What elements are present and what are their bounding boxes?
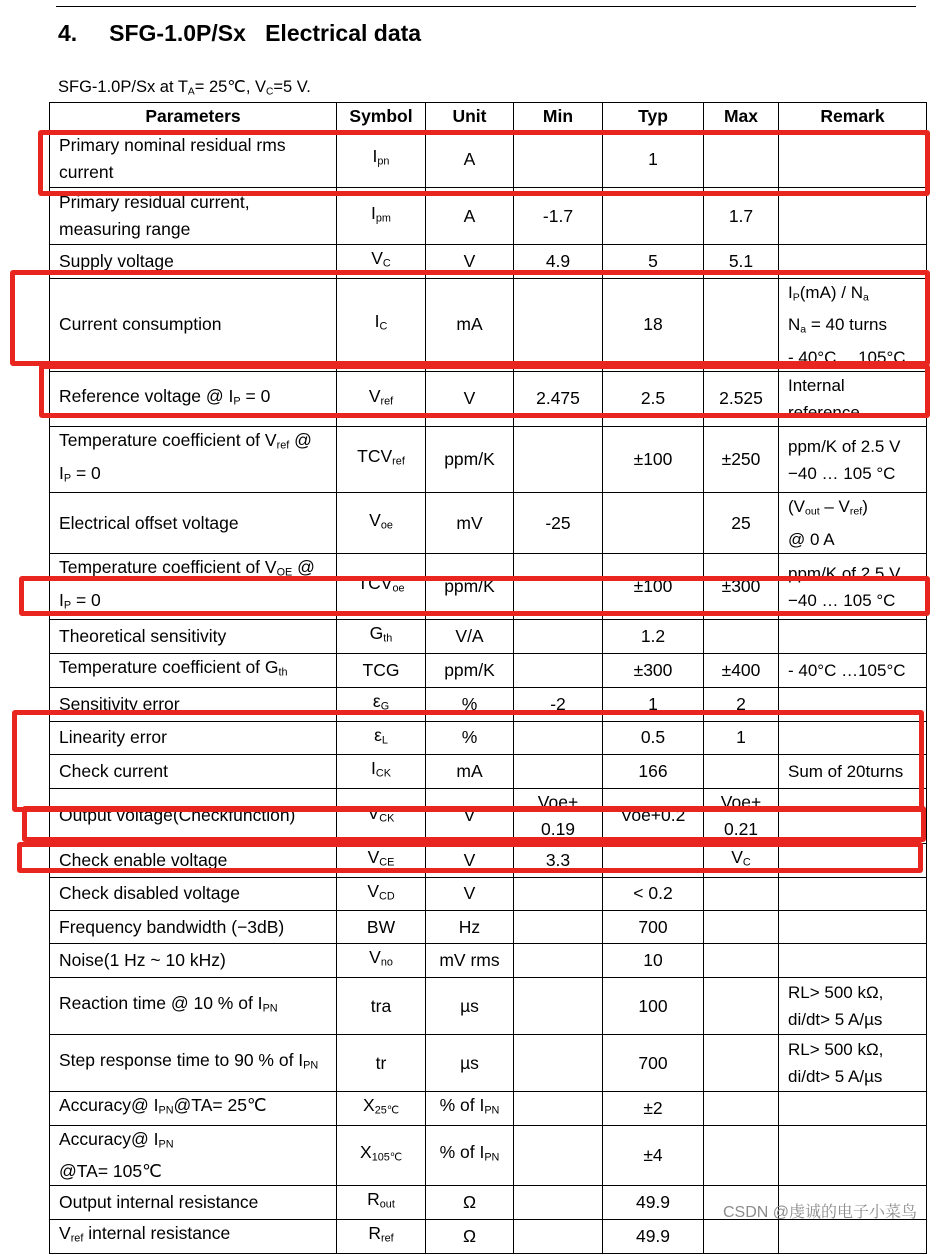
param-cell: $V_{ref}$ internal resistance xyxy=(50,1220,337,1254)
unit-cell: mA xyxy=(426,278,514,371)
column-header: Remark xyxy=(779,103,927,131)
symbol-cell: tr xyxy=(337,1035,426,1092)
max-cell xyxy=(704,1035,779,1092)
max-cell: 1 xyxy=(704,721,779,755)
min-cell xyxy=(514,1220,603,1254)
table-row xyxy=(50,1125,927,1186)
min-cell xyxy=(514,426,603,492)
symbol-cell: $V_{no}$ xyxy=(337,944,426,978)
conditions-mid: = 25℃, V xyxy=(194,78,267,96)
typ-cell: ±100 xyxy=(603,426,704,492)
max-cell xyxy=(704,978,779,1035)
symbol-cell: $TCV_{ref}$ xyxy=(337,426,426,492)
symbol-cell: $V_{CD}$ xyxy=(337,877,426,911)
highlight-box xyxy=(39,364,930,418)
remark-cell xyxy=(779,1220,927,1254)
column-header: Min xyxy=(514,103,603,131)
highlight-box xyxy=(38,130,930,196)
unit-cell: ppm/K xyxy=(426,426,514,492)
typ-cell: ±300 xyxy=(603,654,704,688)
conditions-suffix: =5 V. xyxy=(273,78,311,96)
min-cell: -25 xyxy=(514,493,603,554)
table-row xyxy=(50,944,927,978)
table-row xyxy=(50,493,927,554)
symbol-cell: TCG xyxy=(337,654,426,688)
conditions-vc-sub: C xyxy=(266,86,274,98)
typ-cell xyxy=(603,493,704,554)
unit-cell: % xyxy=(426,721,514,755)
unit-cell: A xyxy=(426,188,514,245)
param-cell: Linearity error xyxy=(50,721,337,755)
typ-cell: 18 xyxy=(603,278,704,371)
max-cell xyxy=(704,620,779,654)
param-cell: Temperature coefficient of $V_{ref}$ @ $I_P = 0$ xyxy=(50,426,337,492)
symbol-cell: $V_{oe}$ xyxy=(337,493,426,554)
unit-cell: Ω xyxy=(426,1186,514,1220)
remark-cell xyxy=(779,188,927,245)
param-cell: Output voltage(Checkfunction) xyxy=(50,788,337,843)
param-cell: Output internal resistance xyxy=(50,1186,337,1220)
remark-cell: RL> 500 kΩ, di/dt> 5 A/µs xyxy=(779,1035,927,1092)
unit-cell: V xyxy=(426,371,514,426)
symbol-cell: $X_{105℃}$ xyxy=(337,1125,426,1186)
remark-cell xyxy=(779,1125,927,1186)
param-cell: Primary residual current, measuring range xyxy=(50,188,337,245)
typ-cell: ±4 xyxy=(603,1125,704,1186)
symbol-cell: $I_C$ xyxy=(337,278,426,371)
unit-cell: ppm/K xyxy=(426,654,514,688)
highlight-box xyxy=(17,842,923,873)
unit-cell: V xyxy=(426,245,514,279)
max-cell: $V_C$ xyxy=(704,843,779,877)
unit-cell: Ω xyxy=(426,1220,514,1254)
table-header-row xyxy=(50,103,927,131)
unit-cell: V/A xyxy=(426,620,514,654)
typ-cell: 166 xyxy=(603,755,704,789)
unit-cell: % xyxy=(426,687,514,721)
remark-cell: Internal reference xyxy=(779,371,927,426)
watermark: CSDN @虔诚的电子小菜鸟 xyxy=(722,1204,917,1221)
symbol-cell: $V_C$ xyxy=(337,245,426,279)
table-row xyxy=(50,620,927,654)
unit-cell: ppm/K xyxy=(426,553,514,619)
typ-cell: 100 xyxy=(603,978,704,1035)
column-header: Unit xyxy=(426,103,514,131)
min-cell xyxy=(514,654,603,688)
typ-cell: 0.5 xyxy=(603,721,704,755)
max-cell: 2.525 xyxy=(704,371,779,426)
typ-cell: 2.5 xyxy=(603,371,704,426)
symbol-cell: $R_{ref}$ xyxy=(337,1220,426,1254)
max-cell xyxy=(704,877,779,911)
symbol-cell: $\varepsilon_L$ xyxy=(337,721,426,755)
param-cell: Sensitivity error xyxy=(50,687,337,721)
max-cell xyxy=(704,1092,779,1126)
param-cell: Theoretical sensitivity xyxy=(50,620,337,654)
typ-cell: 700 xyxy=(603,911,704,944)
symbol-cell: $I_{pn}$ xyxy=(337,131,426,188)
max-cell xyxy=(704,911,779,944)
param-cell: Check current xyxy=(50,755,337,789)
min-cell: 2.475 xyxy=(514,371,603,426)
unit-cell: % of $I_{PN}$ xyxy=(426,1092,514,1126)
min-cell xyxy=(514,911,603,944)
unit-cell: µs xyxy=(426,1035,514,1092)
symbol-cell: $V_{ref}$ xyxy=(337,371,426,426)
typ-cell: 5 xyxy=(603,245,704,279)
column-header: Typ xyxy=(603,103,704,131)
param-cell: Temperature coefficient of $V_{OE}$ @ $I_P = 0$ xyxy=(50,553,337,619)
min-cell: 4.9 xyxy=(514,245,603,279)
min-cell xyxy=(514,944,603,978)
remark-cell xyxy=(779,944,927,978)
section-heading xyxy=(58,20,421,47)
section-title: SFG-1.0P/Sx Electrical data xyxy=(109,20,422,46)
unit-cell: Hz xyxy=(426,911,514,944)
param-cell: Noise(1 Hz ~ 10 kHz) xyxy=(50,944,337,978)
min-cell: 3.3 xyxy=(514,843,603,877)
column-header: Max xyxy=(704,103,779,131)
symbol-cell: $TCV_{oe}$ xyxy=(337,553,426,619)
typ-cell: < 0.2 xyxy=(603,877,704,911)
remark-cell: $(V_{out} - V_{ref})$ @ 0 A xyxy=(779,493,927,554)
max-cell xyxy=(704,944,779,978)
symbol-cell: $\varepsilon_G$ xyxy=(337,687,426,721)
min-cell xyxy=(514,1186,603,1220)
remark-cell: ppm/K of 2.5 V −40 … 105 °C xyxy=(779,426,927,492)
max-cell: ±400 xyxy=(704,654,779,688)
unit-cell: mV rms xyxy=(426,944,514,978)
symbol-cell: $I_{CK}$ xyxy=(337,755,426,789)
unit-cell: V xyxy=(426,843,514,877)
table-row xyxy=(50,188,927,245)
min-cell: -1.7 xyxy=(514,188,603,245)
param-cell: Supply voltage xyxy=(50,245,337,279)
top-rule xyxy=(56,6,916,7)
section-number: 4. xyxy=(58,20,78,46)
param-cell: Primary nominal residual rms current xyxy=(50,131,337,188)
remark-cell: - 40°C …105°C xyxy=(779,654,927,688)
param-cell: Check disabled voltage xyxy=(50,877,337,911)
typ-cell: ±2 xyxy=(603,1092,704,1126)
min-cell xyxy=(514,1035,603,1092)
table-row xyxy=(50,911,927,944)
unit-cell: mV xyxy=(426,493,514,554)
typ-cell: 49.9 xyxy=(603,1186,704,1220)
max-cell: 5.1 xyxy=(704,245,779,279)
param-cell: Reference voltage @ $I_P = 0$ xyxy=(50,371,337,426)
table-row xyxy=(50,978,927,1035)
min-cell xyxy=(514,620,603,654)
min-cell xyxy=(514,1125,603,1186)
remark-cell: RL> 500 kΩ, di/dt> 5 A/µs xyxy=(779,978,927,1035)
table-row xyxy=(50,654,927,688)
param-cell: Accuracy@ $I_{PN}@TA=$ 25℃ xyxy=(50,1092,337,1126)
highlight-box xyxy=(10,270,930,366)
table-row xyxy=(50,877,927,911)
unit-cell: V xyxy=(426,788,514,843)
column-header: Symbol xyxy=(337,103,426,131)
highlight-box xyxy=(12,710,924,812)
unit-cell: µs xyxy=(426,978,514,1035)
conditions-ta-sub: A xyxy=(187,86,195,98)
symbol-cell: $V_{CK}$ xyxy=(337,788,426,843)
table-row xyxy=(50,1220,927,1254)
max-cell xyxy=(704,1125,779,1186)
column-header: Parameters xyxy=(50,103,337,131)
max-cell: ±300 xyxy=(704,553,779,619)
typ-cell: 700 xyxy=(603,1035,704,1092)
symbol-cell: BW xyxy=(337,911,426,944)
max-cell: 1.7 xyxy=(704,188,779,245)
remark-cell: Sum of 20turns xyxy=(779,755,927,789)
symbol-cell: $I_{pm}$ xyxy=(337,188,426,245)
table-row xyxy=(50,1092,927,1126)
typ-cell: 1 xyxy=(603,687,704,721)
min-cell xyxy=(514,978,603,1035)
param-cell: Reaction time @ 10 % of $I_{PN}$ xyxy=(50,978,337,1035)
typ-cell: ±100 xyxy=(603,553,704,619)
symbol-cell: $V_{CE}$ xyxy=(337,843,426,877)
param-cell: Current consumption xyxy=(50,278,337,371)
unit-cell: V xyxy=(426,877,514,911)
typ-cell xyxy=(603,188,704,245)
unit-cell: A xyxy=(426,131,514,188)
max-cell xyxy=(704,1220,779,1254)
symbol-cell: $X_{25℃}$ xyxy=(337,1092,426,1126)
param-cell: Accuracy@ $I_{PN}$ @TA= 105℃ xyxy=(50,1125,337,1186)
remark-cell xyxy=(779,911,927,944)
table-row xyxy=(50,1035,927,1092)
param-cell: Temperature coefficient of $G_{th}$ xyxy=(50,654,337,688)
max-cell: Voe+ 0.21 xyxy=(704,788,779,843)
symbol-cell: $R_{out}$ xyxy=(337,1186,426,1220)
min-cell xyxy=(514,877,603,911)
min-cell: Voe+ 0.19 xyxy=(514,788,603,843)
highlight-box xyxy=(19,576,930,616)
min-cell: -2 xyxy=(514,687,603,721)
max-cell: 2 xyxy=(704,687,779,721)
param-cell: Check enable voltage xyxy=(50,843,337,877)
unit-cell: % of $I_{PN}$ xyxy=(426,1125,514,1186)
remark-cell xyxy=(779,877,927,911)
symbol-cell: tra xyxy=(337,978,426,1035)
conditions-line xyxy=(58,77,311,98)
min-cell xyxy=(514,1092,603,1126)
typ-cell: 1.2 xyxy=(603,620,704,654)
param-cell: Frequency bandwidth (−3dB) xyxy=(50,911,337,944)
remark-cell xyxy=(779,1092,927,1126)
typ-cell: 49.9 xyxy=(603,1220,704,1254)
typ-cell: Voe+0.2 xyxy=(603,788,704,843)
conditions-prefix: SFG-1.0P/Sx at T xyxy=(58,78,188,96)
highlight-box xyxy=(22,806,926,842)
param-cell: Step response time to 90 % of $I_{PN}$ xyxy=(50,1035,337,1092)
max-cell: 25 xyxy=(704,493,779,554)
symbol-cell: $G_{th}$ xyxy=(337,620,426,654)
unit-cell: mA xyxy=(426,755,514,789)
remark-cell: ppm/K of 2.5 V −40 … 105 °C xyxy=(779,553,927,619)
remark-cell: $I_P(mA) / N_a$ $N_a = 40$ turns - 40°C …105°C xyxy=(779,278,927,371)
max-cell: ±250 xyxy=(704,426,779,492)
table-row xyxy=(50,426,927,492)
typ-cell: 1 xyxy=(603,131,704,188)
remark-cell xyxy=(779,620,927,654)
typ-cell: 10 xyxy=(603,944,704,978)
param-cell: Electrical offset voltage xyxy=(50,493,337,554)
